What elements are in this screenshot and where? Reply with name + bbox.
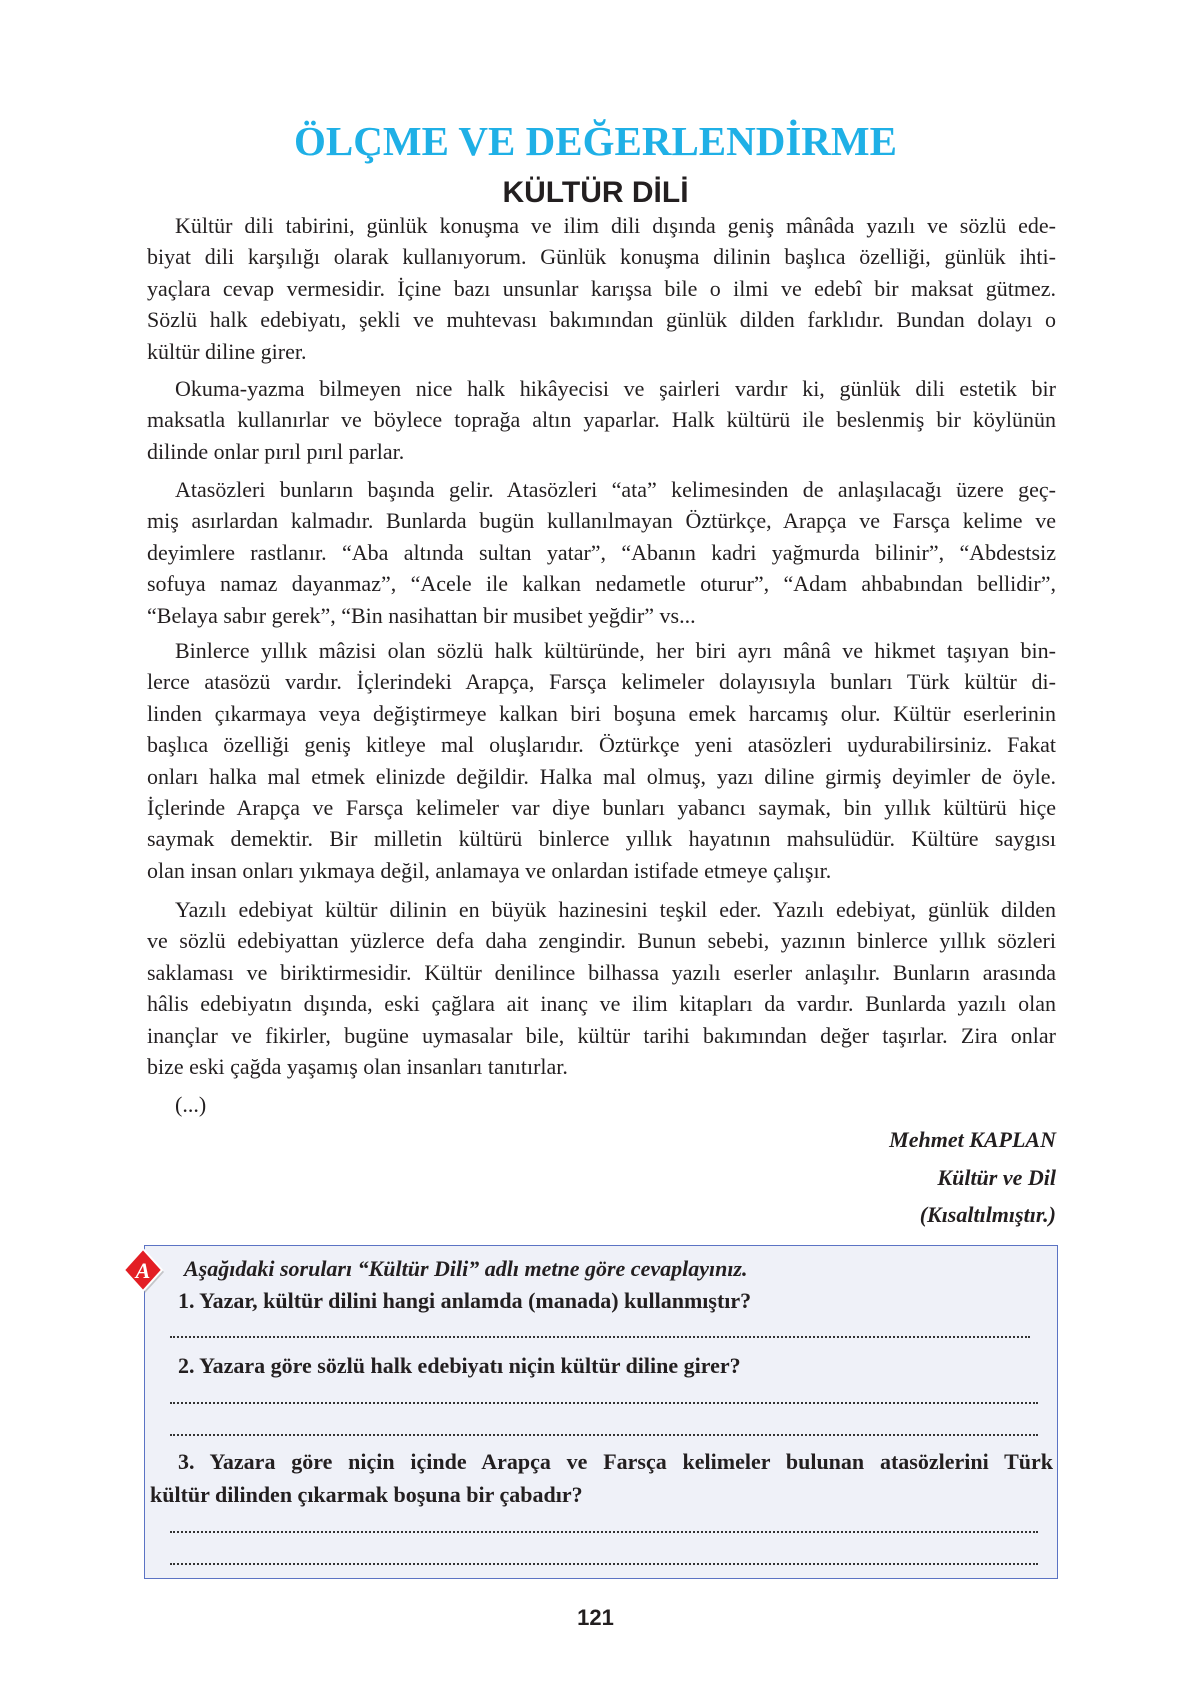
- badge-letter: A: [135, 1258, 151, 1283]
- paragraph-line: kültür diline girer.: [147, 338, 307, 364]
- section-a-badge-icon: [120, 1248, 166, 1294]
- paragraph-line: lerce atasözü vardır. İçlerindeki Arapça, Farsça kelimeler dolayısıyla bunları Türk kültür di-: [147, 669, 1056, 695]
- paragraph-line: dilinde onlar pırıl pırıl parlar.: [147, 438, 405, 464]
- paragraph-line: bize eski çağda yaşamış olan insanları tanıtırlar.: [147, 1053, 568, 1079]
- paragraph-line: saklaması ve biriktirmesidir. Kültür denilince bilhassa yazılı eserler anlaşılır. Bunların arasında: [147, 959, 1056, 985]
- paragraph-line: onları halka mal etmek elinizde değildir. Halka mal olmuş, yazı diline girmiş deyimler de öyle.: [147, 763, 1056, 789]
- paragraph-line: Binlerce yıllık mâzisi olan sözlü halk kültüründe, her biri ayrı mânâ ve hikmet taşıyan bin-: [175, 638, 1056, 663]
- answer-line[interactable]: [170, 1559, 1038, 1565]
- paragraph-line: hâlis edebiyatın dışında, eski çağlara ait inanç ve ilim kitapları da vardır. Bunlarda yazılı olan: [147, 991, 1056, 1017]
- paragraph-line: Sözlü halk edebiyatı, şekli ve muhtevası bakımından günlük dilden farklıdır. Bundan dolayı o: [147, 307, 1056, 333]
- paragraph-line: Yazılı edebiyat kültür dilinin en büyük hazinesini teşkil eder. Yazılı edebiyat, günlük dilden: [175, 897, 1056, 922]
- question-1: 1. Yazar, kültür dilini hangi anlamda (manada) kullanmıştır?: [178, 1288, 752, 1313]
- paragraph-line: yaçlara cevap vermesidir. İçine bazı unsunlar karışsa bile o ilmi ve edebî bir maksat gütmez.: [147, 275, 1056, 301]
- answer-line[interactable]: [170, 1332, 1030, 1338]
- paragraph-line: saymak demektir. Bir milletin kültürü binlerce yıllık hayatının mahsulüdür. Kültüre saygısı: [147, 826, 1056, 852]
- page-number: 121: [577, 1605, 614, 1630]
- page-title: ÖLÇME VE DEĞERLENDİRME: [294, 118, 897, 164]
- paragraph-line: Kültür dili tabirini, günlük konuşma ve ilim dili dışında geniş mânâda yazılı ve sözlü ede-: [175, 213, 1056, 238]
- paragraph: [147, 210, 1056, 367]
- source-book: Kültür ve Dil: [937, 1165, 1056, 1190]
- paragraph-line: miş asırlardan kalmadır. Bunlarda bugün kullanılmayan Öztürkçe, Arapça ve Farsça kelime ve: [147, 508, 1056, 534]
- paragraph-line: olan insan onları yıkmaya değil, anlamaya ve onlardan istifade etmeye çalışır.: [147, 857, 832, 883]
- paragraph: [147, 474, 1056, 631]
- question-3-line-1: 3. Yazara göre niçin içinde Arapça ve Farsça kelimeler bulunan atasözlerini Türk: [178, 1449, 1053, 1474]
- paragraph-line: inançlar ve fikirler, bugüne uymasalar bile, kültür tarihi bakımından değer taşırlar. Zira onlar: [147, 1022, 1056, 1048]
- paragraph-line: “Belaya sabır gerek”, “Bin nasihattan bir musibet yeğdir” vs...: [147, 602, 696, 628]
- answer-line[interactable]: [170, 1430, 1038, 1436]
- ellipsis: (...): [175, 1092, 207, 1117]
- paragraph-line: deyimlere rastlanır. “Aba altında sultan yatar”, “Abanın kadri yağmurda bilinir”, “Abdestsiz: [147, 539, 1056, 565]
- paragraph-line: sofuya namaz dayanmaz”, “Acele ile kalkan nedametle oturur”, “Adam ahbabından bellidir”,: [147, 571, 1056, 597]
- paragraph-line: biyat dili karşılığı olarak kullanıyorum. Günlük konuşma dilinin başlıca özelliği, günlük ihti-: [147, 244, 1056, 270]
- question-2: 2. Yazara göre sözlü halk edebiyatı niçin kültür diline girer?: [178, 1353, 741, 1378]
- paragraph: [147, 373, 1056, 467]
- paragraph-line: Okuma-yazma bilmeyen nice halk hikâyecisi ve şairleri vardır ki, günlük dili estetik bir: [175, 376, 1056, 401]
- answer-line[interactable]: [170, 1527, 1038, 1533]
- paragraph-line: Atasözleri bunların başında gelir. Atasözleri “ata” kelimesinden de anlaşılacağı üzere geç-: [175, 477, 1056, 502]
- paragraph: [147, 894, 1056, 1082]
- paragraph-line: İçlerinde Arapça ve Farsça kelimeler var diye bunları yabancı saymak, bin yıllık kültürü hiçe: [147, 794, 1056, 820]
- answer-line[interactable]: [170, 1398, 1038, 1404]
- paragraph: [147, 635, 1056, 886]
- paragraph-line: maksatla kullanırlar ve böylece toprağa altın yaparlar. Halk kültürü ile beslenmiş bir köylünün: [147, 407, 1056, 433]
- source-note: (Kısaltılmıştır.): [919, 1202, 1056, 1227]
- question-3-line-2: kültür dilinden çıkarmak boşuna bir çabadır?: [150, 1482, 583, 1507]
- paragraph-line: başlıca özelliği geniş kitleye mal oluşlarıdır. Öztürkçe yeni atasözleri uydurabilirsiniz. Fakat: [147, 732, 1056, 758]
- text-title: KÜLTÜR DİLİ: [502, 176, 689, 209]
- source-author: Mehmet KAPLAN: [889, 1127, 1056, 1152]
- paragraph-line: ve sözlü edebiyattan yüzlerce defa daha zengindir. Bunun sebebi, yazının binlerce yıllık sözleri: [147, 928, 1056, 954]
- exercise-instruction: Aşağıdaki soruları “Kültür Dili” adlı metne göre cevaplayınız.: [184, 1256, 748, 1281]
- paragraph-line: linden çıkarmaya veya değiştirmeye kalkan biri boşuna emek harcamış olur. Kültür eserlerinin: [147, 700, 1056, 726]
